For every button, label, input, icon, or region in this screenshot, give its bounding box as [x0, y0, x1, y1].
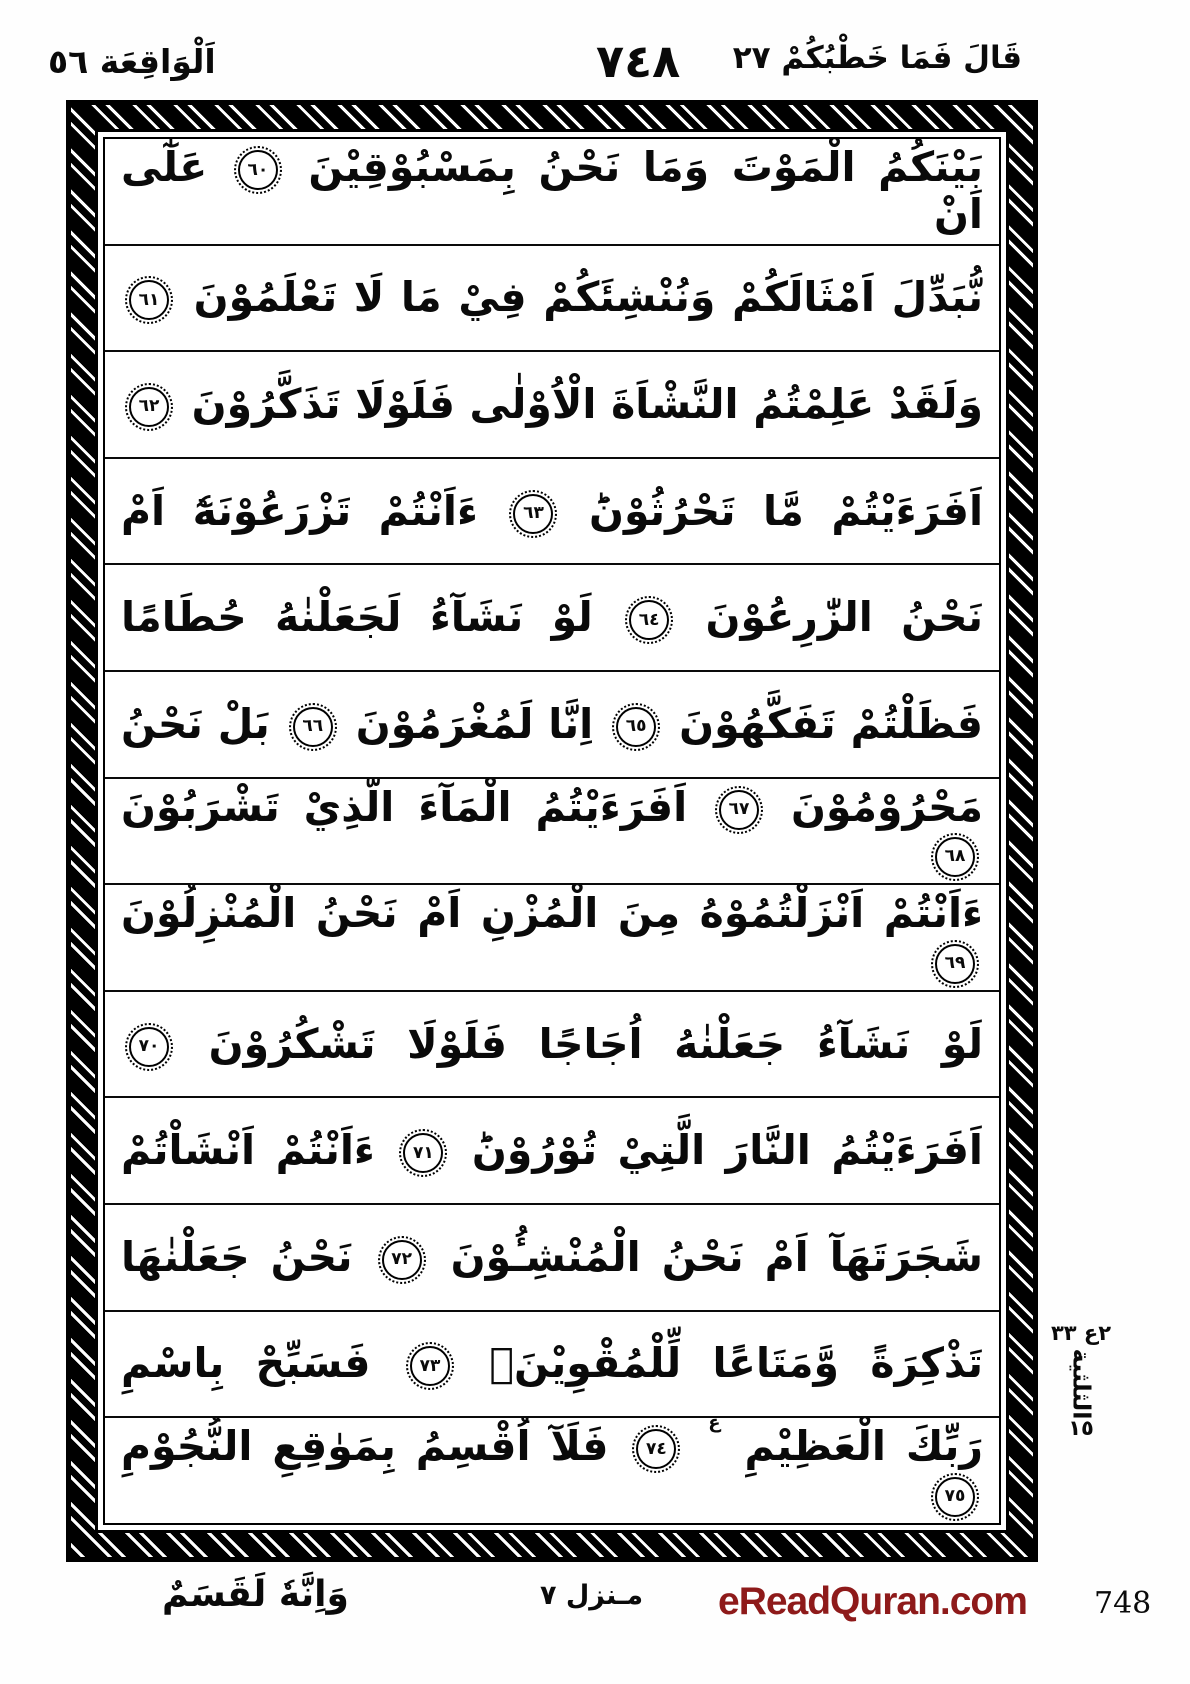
ayah-end-marker: ٧٤: [636, 1429, 676, 1469]
quran-line: [105, 1416, 999, 1523]
quran-line: [105, 139, 999, 244]
ayah-text: رَبِّكَ الْعَظِيْمِ: [744, 1422, 983, 1471]
ayah-text: فَلَآ اُقْسِمُ بِمَوٰقِعِ النُّجُوْمِ: [121, 1422, 609, 1471]
ruku-margin-note: [1042, 1322, 1120, 1522]
ayah-text: فَسَبِّحْ بِاسْمِ: [121, 1339, 371, 1388]
page-number-arabic: ٧٤٨: [596, 34, 681, 88]
ayah-text: ءَاَنْتُمْ اَنْشَاْتُمْ: [121, 1126, 375, 1175]
ayah-end-marker: ٧٥: [935, 1477, 975, 1517]
ruku-bottom-number: ١٥: [1068, 1416, 1094, 1441]
quran-line: [105, 883, 999, 990]
ayah-text: ءَاَنْتُمْ تَزْرَعُوْنَهٗٓ اَمْ: [121, 486, 478, 535]
ayah-end-marker: ٦٥: [616, 707, 656, 747]
ayah-end-marker: ٧١: [403, 1133, 443, 1173]
ayah-text: نُّبَدِّلَ اَمْثَالَكُمْ وَنُنْشِئَكُمْ فِيْ مَا لَا تَعْلَمُوْنَ: [193, 273, 983, 322]
juz-name-label: قَالَ فَمَا خَطْبُكُمْ ٢٧: [732, 40, 1022, 76]
quran-line: [105, 350, 999, 457]
ornamental-border-frame: [66, 100, 1038, 1562]
ayah-end-marker: ٦٩: [935, 944, 975, 984]
page-number-latin: 748: [1094, 1586, 1152, 1621]
ayah-end-marker: ٧٢: [382, 1240, 422, 1280]
ruku-stop-mark: ع: [708, 1416, 721, 1434]
manzil-label: مـنزل ٧: [540, 1580, 644, 1611]
ayah-text: تَذْكِرَةً وَّمَتَاعًا لِّلْمُقْوِيْنَۚ: [489, 1339, 983, 1388]
quran-line: [105, 990, 999, 1097]
ayah-text: لَوْ نَشَآءُ جَعَلْنٰهُ اُجَاجًا فَلَوْلَا تَشْكُرُوْنَ: [208, 1019, 984, 1068]
ayah-end-marker: ٦٧: [719, 790, 759, 830]
quran-line: [105, 1203, 999, 1310]
ayah-end-marker: ٦٠: [238, 150, 278, 190]
ayah-text: ءَاَنْتُمْ اَنْزَلْتُمُوْهُ مِنَ الْمُزْنِ اَمْ نَحْنُ الْمُنْزِلُوْنَ: [121, 889, 983, 938]
ayah-text: وَلَقَدْ عَلِمْتُمُ النَّشْاَةَ الْاُوْلٰى فَلَوْلَا تَذَكَّرُوْنَ: [191, 379, 983, 428]
ayah-end-marker: ٦٨: [935, 837, 975, 877]
ayah-text: نَحْنُ جَعَلْنٰهَا: [121, 1232, 353, 1281]
ayah-text: بَيْنَكُمُ الْمَوْتَ وَمَا نَحْنُ بِمَسْبُوْقِيْنَ: [308, 143, 983, 192]
ayah-text: بَلْ نَحْنُ: [121, 699, 270, 748]
quran-line: [105, 563, 999, 670]
ayah-end-marker: ٦١: [129, 280, 169, 320]
quran-line: [105, 670, 999, 777]
ayah-text: اَفَرَءَيْتُمُ الْمَآءَ الَّذِيْ تَشْرَبُوْنَ: [121, 782, 688, 831]
ayah-end-marker: ٧٣: [410, 1346, 450, 1386]
frame-inner-band: [95, 129, 1009, 1533]
page-header: [0, 34, 1190, 100]
ayah-end-marker: ٦٤: [629, 600, 669, 640]
ayah-end-marker: ٦٢: [129, 387, 169, 427]
quran-line: [105, 244, 999, 351]
watermark-text: eReadQuran.com: [718, 1580, 1027, 1623]
ayah-text: فَظَلْتُمْ تَفَكَّهُوْنَ: [679, 699, 983, 748]
ayah-text: مَحْرُوْمُوْنَ: [790, 782, 983, 831]
ayah-text: نَحْنُ الزّٰرِعُوْنَ: [705, 593, 983, 642]
quran-lines: [103, 137, 1001, 1525]
quran-line: [105, 457, 999, 564]
ayah-text: اِنَّا لَمُغْرَمُوْنَ: [355, 699, 594, 748]
ayah-end-marker: ٧٠: [129, 1027, 169, 1067]
ruku-numbers: ٢ع ٣٣: [1050, 1321, 1112, 1345]
quran-line: [105, 777, 999, 884]
ayah-text: شَجَرَتَهَآ اَمْ نَحْنُ الْمُنْشِـُٔوْنَ: [450, 1232, 983, 1281]
ayah-text: عَلٰٓى اَنْ: [121, 143, 983, 239]
ruku-rotated-label: الثلثية: [1067, 1348, 1096, 1420]
surah-name-label: اَلْوَاقِعَة ٥٦: [48, 42, 216, 81]
ayah-end-marker: ٦٦: [293, 707, 333, 747]
quran-line: [105, 1310, 999, 1417]
ayah-text: اَفَرَءَيْتُمْ مَّا تَحْرُثُوْنَؕ: [588, 486, 983, 535]
ayah-text: لَوْ نَشَآءُ لَجَعَلْنٰهُ حُطَامًا: [121, 593, 593, 642]
next-page-catchword: وَاِنَّهٗ لَقَسَمٌ: [162, 1574, 349, 1615]
quran-line: [105, 1096, 999, 1203]
ayah-text: اَفَرَءَيْتُمُ النَّارَ الَّتِيْ تُوْرُوْنَؕ: [471, 1126, 983, 1175]
ayah-end-marker: ٦٣: [513, 494, 553, 534]
